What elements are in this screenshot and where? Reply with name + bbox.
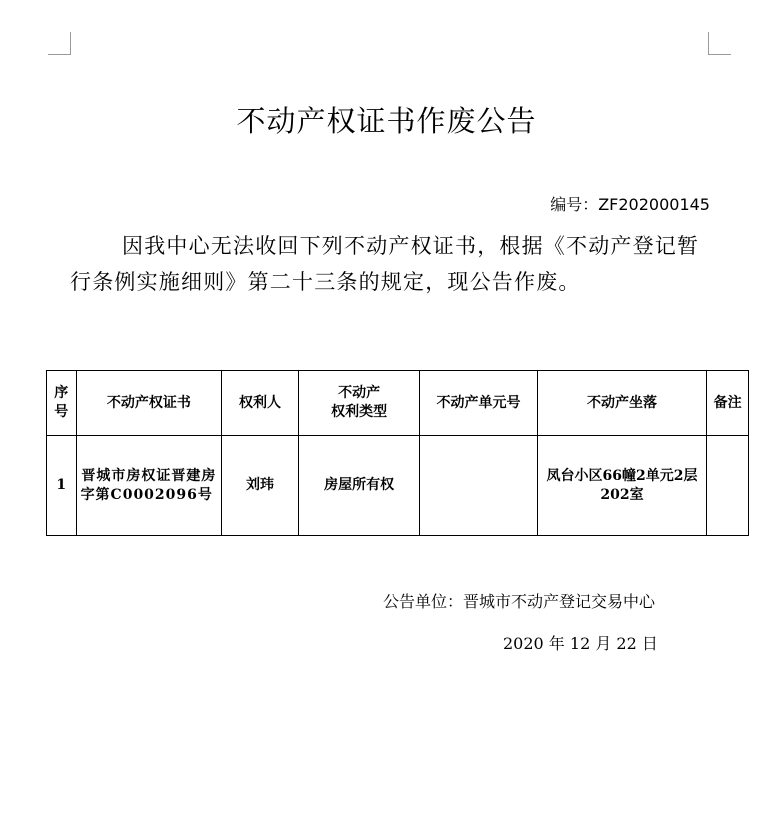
announcement-date: 2020 年 12 月 22 日 [503,634,658,653]
table-header-row [47,371,749,436]
document-title: 不动产权证书作废公告 [236,104,537,138]
certificate-table [46,370,749,536]
header-note: 备注 [707,371,749,436]
document-number: 编号：ZF202000145 [550,195,710,214]
cell-location: 凤台小区66幢2单元2层202室 [537,436,707,536]
page-corner-mark-top-right [708,32,731,55]
header-holder: 权利人 [222,371,299,436]
cell-holder: 刘玮 [222,436,299,536]
cell-seq: 1 [47,436,77,536]
cell-certificate: 晋城市房权证晋建房字第C0002096号 [76,436,222,536]
cell-note [707,436,749,536]
header-right-type-line1: 不动产 [338,385,381,401]
header-unit-number: 不动产单元号 [420,371,537,436]
header-location: 不动产坐落 [537,371,707,436]
header-seq: 序号 [47,371,77,436]
cell-unit-number [420,436,537,536]
announcement-paragraph: 因我中心无法收回下列不动产权证书，根据《不动产登记暂行条例实施细则》第二十三条的规定，现公告作废。 [70,234,700,294]
cell-right-type: 房屋所有权 [298,436,420,536]
header-right-type [298,371,420,436]
header-certificate: 不动产权证书 [76,371,222,436]
announcing-organization: 公告单位：晋城市不动产登记交易中心 [383,592,656,611]
table-row [47,436,749,536]
header-right-type-line2: 权利类型 [331,404,388,420]
page-corner-mark-top-left [48,32,71,55]
